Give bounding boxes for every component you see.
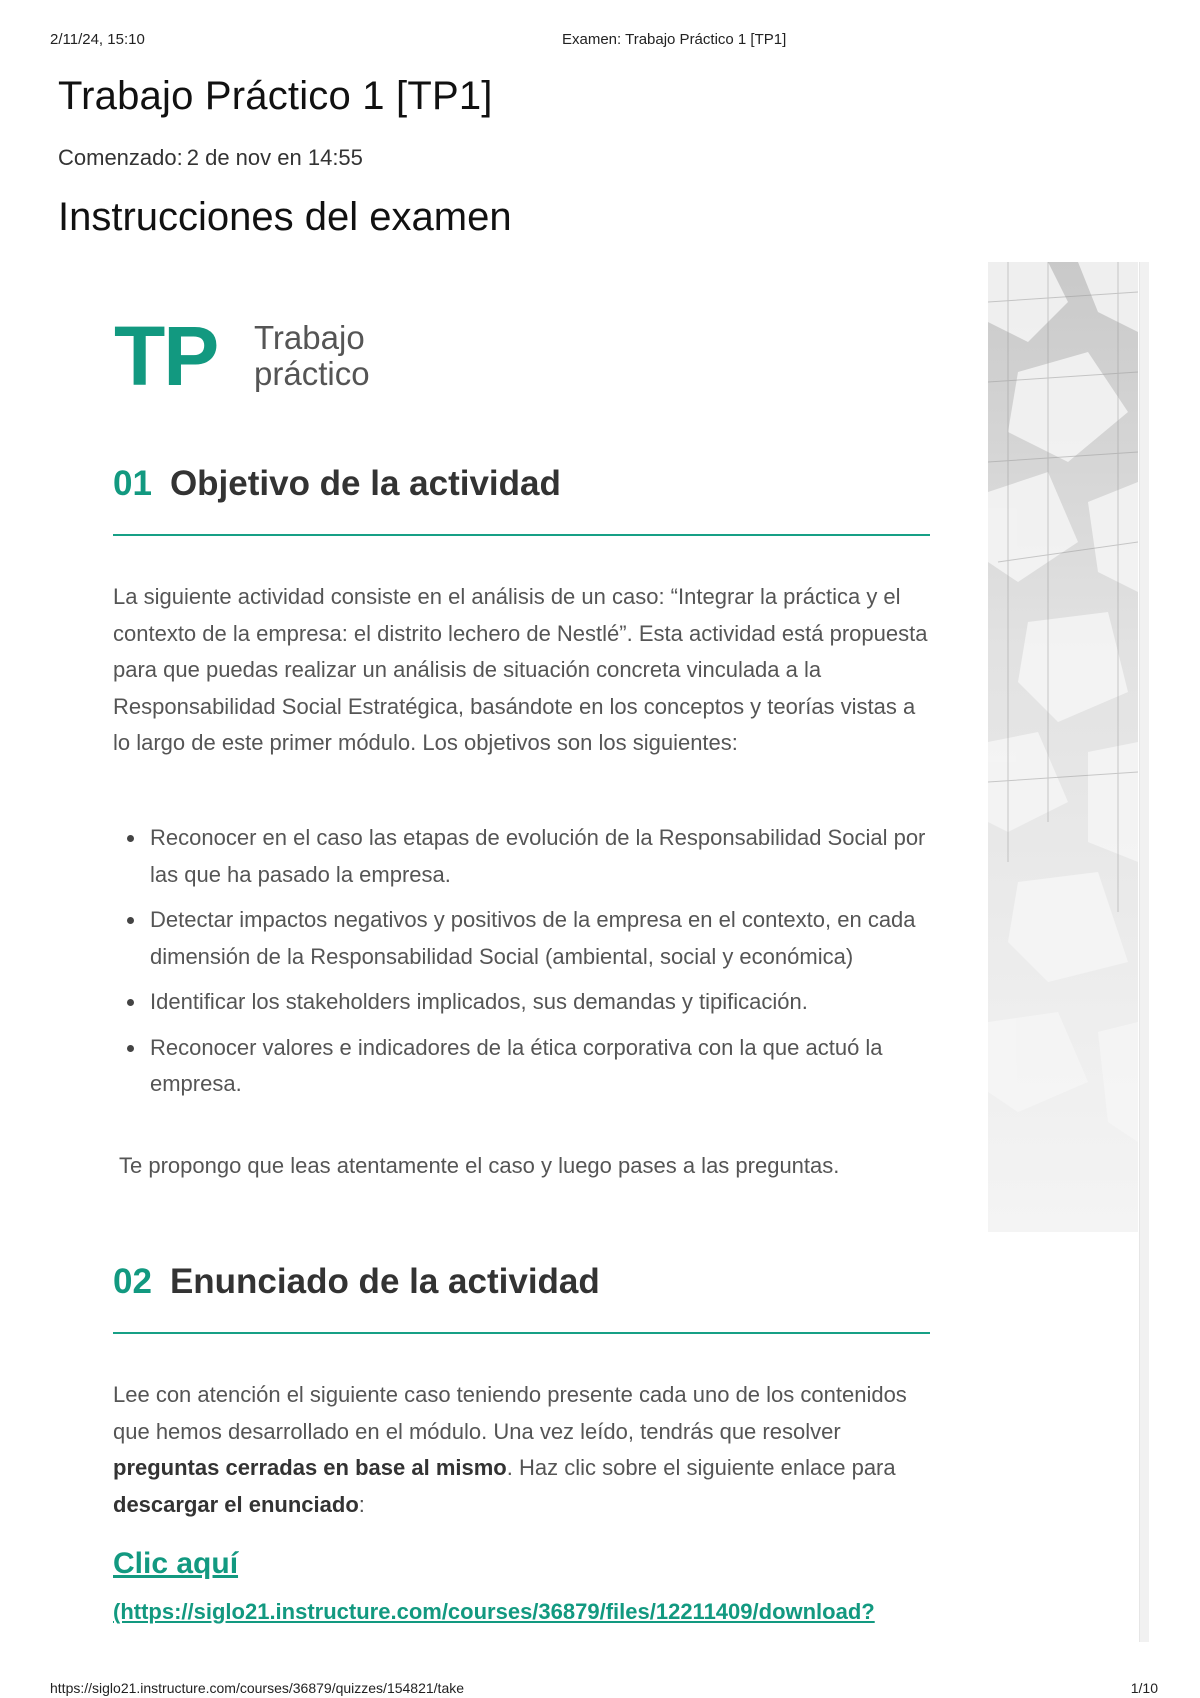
list-item: Identificar los stakeholders implicados, sus demandas y tipificación.: [113, 984, 933, 1021]
architecture-pattern-icon: [988, 262, 1138, 1232]
section-title: Objetivo de la actividad: [169, 464, 561, 503]
tp-logo-letters: TP: [114, 309, 218, 403]
section-number: 01: [113, 464, 152, 503]
section-heading-objetivo: [113, 464, 561, 504]
started-label: Comenzado:: [58, 145, 183, 170]
tp-logo-text: [254, 320, 370, 392]
started-value: 2 de nov en 14:55: [186, 145, 363, 170]
download-url-link[interactable]: (https://siglo21.instructure.com/courses/36879/files/12211409/download?: [113, 1599, 875, 1624]
list-item: Reconocer en el caso las etapas de evolución de la Responsabilidad Social por las que ha pasado la empresa.: [113, 820, 933, 893]
objective-closing: Te propongo que leas atentamente el caso y luego pases a las preguntas.: [119, 1153, 840, 1178]
section-heading-enunciado: [113, 1262, 600, 1302]
print-document-title: Examen: Trabajo Práctico 1 [TP1]: [562, 31, 787, 48]
tp-logo: [114, 309, 404, 403]
scrollbar[interactable]: [1139, 262, 1149, 1642]
page-title: Trabajo Práctico 1 [TP1]: [58, 74, 493, 118]
list-item: Reconocer valores e indicadores de la ética corporativa con la que actuó la empresa.: [113, 1030, 933, 1103]
started-info: [58, 145, 363, 171]
tp-logo-line1: Trabajo: [254, 319, 365, 356]
section-number: 02: [113, 1262, 152, 1301]
decorative-banner-image: [988, 262, 1138, 1232]
list-item: Detectar impactos negativos y positivos de la empresa en el contexto, en cada dimensión de la Responsabilidad Social (ambiental, social y económica): [113, 902, 933, 975]
section-title: Enunciado de la actividad: [169, 1262, 600, 1301]
objective-intro: La siguiente actividad consiste en el análisis de un caso: “Integrar la práctica y el contexto de la empresa: el distrito lechero de Nestlé”. Esta actividad está propuesta para que puedas realizar un análisis de situación concreta vinculada a la Responsabilidad Social Estratégica, basándote en los conceptos y teorías vistas a lo largo de este primer módulo. Los objetivos son los siguientes:: [113, 584, 928, 755]
objectives-list: [113, 820, 933, 1112]
download-link[interactable]: Clic aquí: [113, 1547, 239, 1580]
statement-text: Lee con atención el siguiente caso teniendo presente cada uno de los contenidos que hemos desarrollado en el módulo. Una vez leído, tendrás que resolver preguntas cerradas en base al mismo. Haz clic sobre el siguiente enlace para descargar el enunciado:: [113, 1382, 907, 1517]
section-divider: [113, 534, 930, 536]
tp-logo-line2: práctico: [254, 355, 370, 392]
print-page-number: 1/10: [1130, 1680, 1158, 1696]
print-date: 2/11/24, 15:10: [50, 31, 145, 48]
bullet-dot-icon: [127, 835, 134, 842]
print-url: https://siglo21.instructure.com/courses/36879/quizzes/154821/take: [50, 1680, 465, 1696]
bullet-dot-icon: [127, 999, 134, 1006]
emphasis-text: descargar el enunciado: [113, 1491, 359, 1517]
bullet-dot-icon: [127, 917, 134, 924]
section-divider: [113, 1332, 930, 1334]
emphasis-text: preguntas cerradas en base al mismo: [113, 1455, 507, 1480]
bullet-dot-icon: [127, 1045, 134, 1052]
instructions-heading: Instrucciones del examen: [58, 195, 512, 239]
